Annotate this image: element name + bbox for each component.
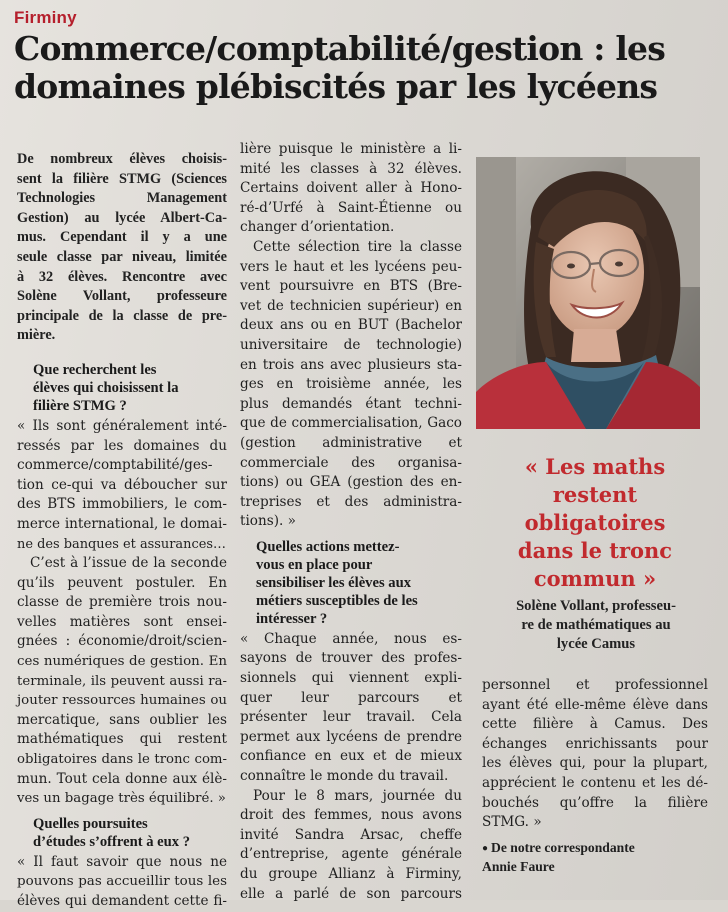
question-line: élèves qui choisissent la: [33, 379, 179, 396]
body-line: sionnels qui viennent expli-: [240, 670, 462, 687]
body-line: ré-d’Urfé à Saint-Étienne ou: [240, 199, 462, 216]
body-line: ayant été elle-même élève dans: [482, 696, 708, 713]
body-line: merce international, le domai-: [17, 515, 227, 532]
signature-line-1: [482, 839, 708, 858]
body-line: gnées : économie/droit/scien-: [17, 633, 227, 650]
body-line: commerce/comptabilité/ges-: [17, 457, 213, 474]
question-line: intéresser ?: [256, 610, 328, 627]
body-line: tion ce-qui va déboucher sur: [17, 476, 227, 493]
column-2: [240, 140, 462, 904]
lead-line: De nombreux élèves choisis-: [17, 151, 227, 167]
body-line: « Chaque année, nous es-: [240, 630, 462, 647]
answer-paragraph: [17, 417, 227, 809]
body-line: tions). »: [240, 513, 296, 530]
author-signature: [482, 839, 708, 876]
body-line: universitaire de technologie): [240, 336, 462, 353]
body-line: ces numériques de gestion. En: [17, 654, 227, 670]
photo-caption: [482, 597, 710, 654]
body-line: confiance en eux et de mieux: [240, 748, 462, 765]
body-line: changer d’orientation.: [240, 219, 395, 236]
body-line: obligatoires dans le tronc com-: [17, 752, 227, 768]
body-line: velles matières sont ensei-: [17, 613, 227, 630]
body-line: échanges enrichissants pour: [482, 735, 708, 752]
body-line: mité les classes à 32 élèves.: [240, 160, 462, 177]
portrait-image: [476, 157, 700, 429]
body-line: mercatique, sans oublier les: [17, 711, 227, 728]
question-line: filière STMG ?: [33, 397, 127, 414]
body-line: droit des femmes, nous avons: [240, 807, 462, 824]
body-line: ne des banques et assurances…: [17, 536, 226, 552]
article-lead: [17, 150, 227, 346]
body-line: sayons de trouver des profes-: [240, 650, 462, 667]
body-line: « Il faut savoir que nous ne: [17, 853, 227, 870]
body-line: connaître le monde du travail.: [240, 768, 449, 785]
body-line: tions) ou GEA (gestion des en-: [240, 474, 462, 491]
lead-line: mus. Cependant il y a une: [17, 229, 227, 246]
body-line: les élèves qui, pour la plupart,: [482, 755, 708, 772]
body-line: vers le haut et les lycéens peu-: [240, 258, 462, 275]
article-headline: [14, 30, 714, 106]
body-line: personnel et professionnel: [482, 677, 708, 693]
headline-line-1: Commerce/comptabilité/gestion : les: [14, 29, 666, 68]
body-line: vent poursuivre en BTS (Bre-: [240, 278, 462, 295]
interview-question: [17, 361, 227, 415]
lead-line: principale de la classe de pre-: [17, 307, 227, 324]
body-line: en trois ans avec plusieurs sta-: [240, 356, 462, 373]
body-line: classe de première trois nou-: [17, 594, 227, 611]
answer-paragraph: [240, 630, 462, 904]
answer-paragraph: [240, 140, 462, 532]
lead-line: Solène Vollant, professeure: [17, 288, 227, 305]
body-line: C’est à l’issue de la seconde: [30, 555, 227, 572]
body-line: pouvons pas accueillir tous les: [17, 874, 227, 890]
body-line: du groupe Allianz à Firminy,: [240, 866, 462, 882]
body-line: des BTS immobiliers, le com-: [17, 496, 227, 513]
body-line: Pour le 8 mars, journée du: [253, 787, 462, 804]
pull-quote-line: commun »: [533, 566, 657, 591]
body-line: bouchés qu’offre la filière: [482, 794, 708, 811]
body-line: commerciale des organisa-: [240, 454, 462, 471]
portrait-photo: [476, 157, 700, 429]
body-line: elle a parlé de son parcours: [240, 885, 462, 902]
body-line: STMG. »: [482, 814, 542, 831]
body-line: lière puisque le ministère a li-: [240, 141, 462, 157]
pull-quote: [480, 453, 710, 593]
body-line: vet de technicien supérieur) en: [240, 297, 462, 314]
body-line: apprécient le contenu et les dé-: [482, 774, 708, 791]
question-line: d’études s’offrent à eux ?: [33, 833, 191, 850]
lead-line: seule classe par niveau, limitée: [17, 248, 227, 265]
body-line: (gestion administrative et: [240, 434, 462, 451]
interview-question: [240, 538, 462, 628]
pull-quote-line: dans le tronc: [517, 538, 673, 563]
lead-line: Technologies Management: [17, 190, 227, 207]
answer-paragraph: [17, 853, 227, 912]
body-line: permet aux lycéens de prendre: [240, 728, 462, 745]
column-1-body: [17, 361, 227, 912]
signature-name: Annie Faure: [482, 858, 555, 874]
column-3: [482, 676, 708, 876]
body-line: présenter leur travail. Cela: [240, 709, 462, 726]
question-line: Quelles poursuites: [33, 815, 148, 832]
column-1: [17, 150, 227, 912]
caption-line: re de mathématiques au: [521, 617, 671, 633]
body-line: élèves qui demandent cette fi-: [17, 893, 227, 909]
pull-quote-line: obligatoires: [524, 510, 666, 535]
pull-quote-line: restent: [552, 482, 638, 507]
question-line: sensibiliser les élèves aux: [256, 574, 411, 591]
body-line: invité Sandra Arsac, cheffe: [240, 826, 462, 843]
lead-line: sent la filière STMG (Sciences: [17, 170, 227, 187]
lead-line: mière.: [17, 327, 56, 344]
body-line: ressés par les domaines du: [17, 437, 227, 454]
body-line: que de commercialisation, Gaco: [240, 415, 462, 432]
body-line: ges en troisième année, les: [240, 376, 462, 393]
lead-line: Gestion) au lycée Albert-Ca-: [17, 209, 227, 226]
body-line: mathématiques qui restent: [17, 731, 227, 748]
headline-line-2: domaines plébiscités par les lycéens: [14, 67, 658, 106]
question-line: Quelles actions mettez-: [256, 538, 400, 555]
section-kicker: Firminy: [14, 8, 77, 27]
body-line: quer leur parcours et: [240, 689, 462, 706]
body-line: d’entreprise, agente générale: [240, 846, 462, 863]
lead-line: à 32 élèves. Rencontre avec: [17, 268, 227, 285]
body-line: mun. Tout cela donne aux élè-: [17, 770, 227, 787]
question-line: métiers susceptibles de les: [256, 592, 418, 609]
caption-line: lycée Camus: [556, 636, 636, 652]
body-line: terminale, ils peuvent aussi ra-: [17, 673, 227, 689]
bullet-icon: ●: [482, 842, 489, 854]
body-line: Cette sélection tire la classe: [253, 238, 462, 255]
caption-line: Solène Vollant, professeu-: [516, 598, 676, 614]
body-line: treprises et des administra-: [240, 493, 462, 510]
signature-role: De notre correspondante: [491, 839, 635, 855]
body-line: deux ans ou en BUT (Bachelor: [240, 317, 462, 334]
body-line: qu’ils peuvent postuler. En: [17, 574, 227, 591]
question-line: vous en place pour: [256, 556, 373, 573]
body-line: cette filière à Camus. Des: [482, 716, 708, 733]
pull-quote-line: « Les maths: [524, 454, 666, 479]
interview-question: [17, 815, 227, 851]
question-line: Que recherchent les: [33, 361, 157, 378]
body-line: « Ils sont généralement inté-: [17, 417, 227, 434]
body-line: Certains doivent aller à Hono-: [240, 180, 462, 197]
body-line: ves un bagage très équilibré. »: [17, 791, 226, 807]
body-line: jouter ressources humaines ou: [17, 693, 227, 709]
body-line: plus demandés étant techni-: [240, 395, 462, 412]
